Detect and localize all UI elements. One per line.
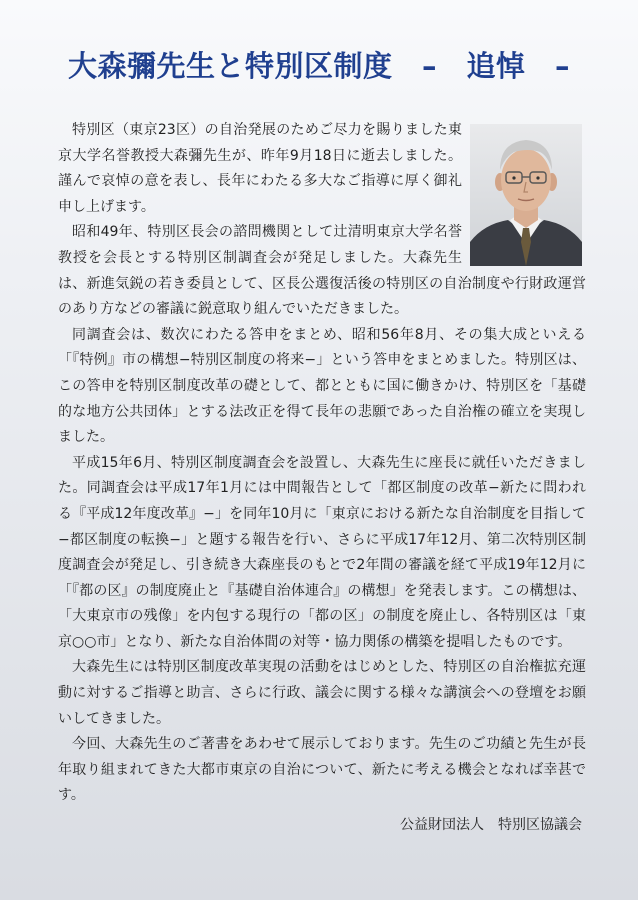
paragraph: 大森先生には特別区制度改革実現の活動をはじめとした、特別区の自治権拡充運動に対するご指導と助言、さらに行政、議会に関する様々な講演会への登壇をお願いしてきました。	[58, 659, 586, 727]
paragraph: 今回、大森先生のご著書をあわせて展示しております。先生のご功績と先生が長年取り組まれてきた大都市東京の自治について、新たに考える機会となれば幸甚です。	[58, 736, 586, 804]
paragraph: 同調査会は、数次にわたる答申をまとめ、昭和56年8月、その集大成といえる「『特例』市の構想−特別区制度の将来−」という答申をまとめました。特別区は、この答申を特別区制度改革の礎として、都とともに国に働きかけ、特別区を「基礎的な地方公共団体」とする法改正を得て長年の悲願であった自治権の確立を実現しました。	[58, 326, 586, 446]
page-title: 大森彌先生と特別区制度 – 追悼 –	[67, 49, 570, 83]
paragraph: 平成15年6月、特別区制度調査会を設置し、大森先生に座長に就任いただきました。同調査会は平成17年1月には中間報告として「都区制度の改革−新たに問われる『平成12年度改革』−」を同年10月に「東京における新たな自治制度を目指して−都区制度の転換−」と題する報告を行い、さらに平成17年12月、第二次特別区制度調査会が発足し、引き続き大森座長のもとで2年間の審議を経て平成19年12月に「『都の区』の制度廃止と『基礎自治体連合』の構想」を発表します。この構想は、「大東京市の残像」を内包する現行の「都の区」の制度を廃止し、各特別区は「東京○○市」となり、新たな自治体間の対等・協力関係の構築を提唱したものです。	[58, 454, 586, 650]
portrait-spacer	[462, 118, 586, 270]
memorial-body	[58, 118, 586, 809]
paragraph: 昭和49年、特別区長会の諮問機関として辻清明東京大学名誉教授を会長とする特別区制調査会が発足しました。大森先生は、新進気鋭の若き委員として、区長公選復活後の特別区の自治制度や行財政運営のあり方などの審議に鋭意取り組んでいただきました。	[58, 224, 586, 318]
paragraph: 特別区（東京23区）の自治発展のためご尽力を賜りました東京大学名誉教授大森彌先生が、昨年9月18日に逝去しました。謹んで哀悼の意を表し、長年にわたる多大なご指導に厚く御礼申し上げます。	[58, 122, 462, 215]
signature: 公益財団法人 特別区協議会	[400, 817, 582, 833]
